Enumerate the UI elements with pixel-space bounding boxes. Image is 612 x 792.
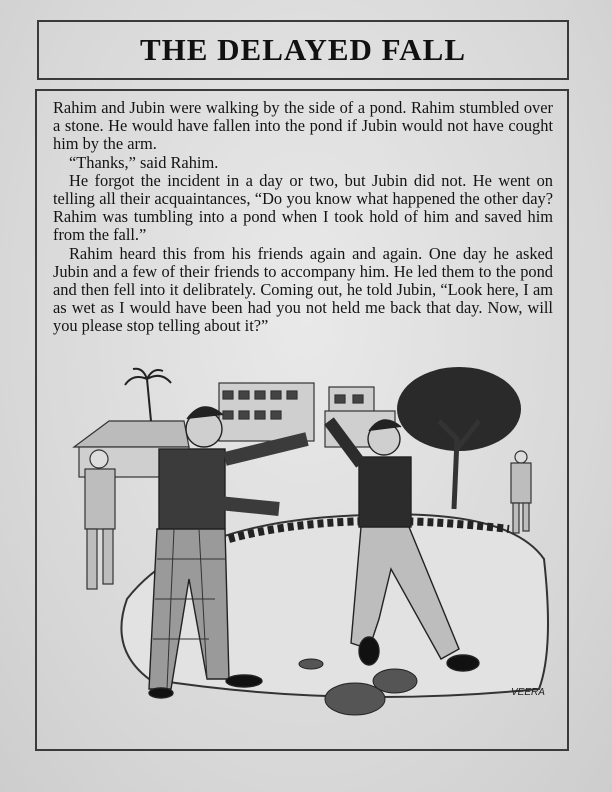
artist-signature: VEERA [511, 687, 545, 698]
story-paragraph-3: He forgot the incident in a day or two, but Jubin did not. He went on telling all their acquaintances, “Do you know what happened the other day? Rahim was tumbling into a pond when I took hold of him and saved him from the fall.” [53, 170, 553, 245]
story-paragraph-1: Rahim and Jubin were walking by the side of a pond. Rahim stumbled over a stone. He would have fallen into the pond if Jubin would not have cought him by the arm. [53, 98, 553, 154]
story-paragraph-2: “Thanks,” said Rahim. [69, 152, 219, 172]
leafy-tree [397, 367, 521, 509]
background-person-left [85, 450, 115, 589]
story-paragraph-4: Rahim heard this from his friends again and again. One day he asked Jubin and a few of their friends to accompany him. He led them to the pond and then fell into it delibrately. Coming out, he told Jubin, “Look here, I am as wet as I would have been had you not held me back that day. Now, will you please stop telling about it?” [53, 243, 553, 336]
story-illustration [39, 359, 567, 749]
story-box [35, 89, 569, 751]
palm-tree [125, 369, 171, 421]
story-title: THE DELAYED FALL [139, 32, 467, 67]
title-box [37, 20, 569, 80]
story-text [53, 99, 553, 336]
background-person-right [511, 451, 531, 533]
